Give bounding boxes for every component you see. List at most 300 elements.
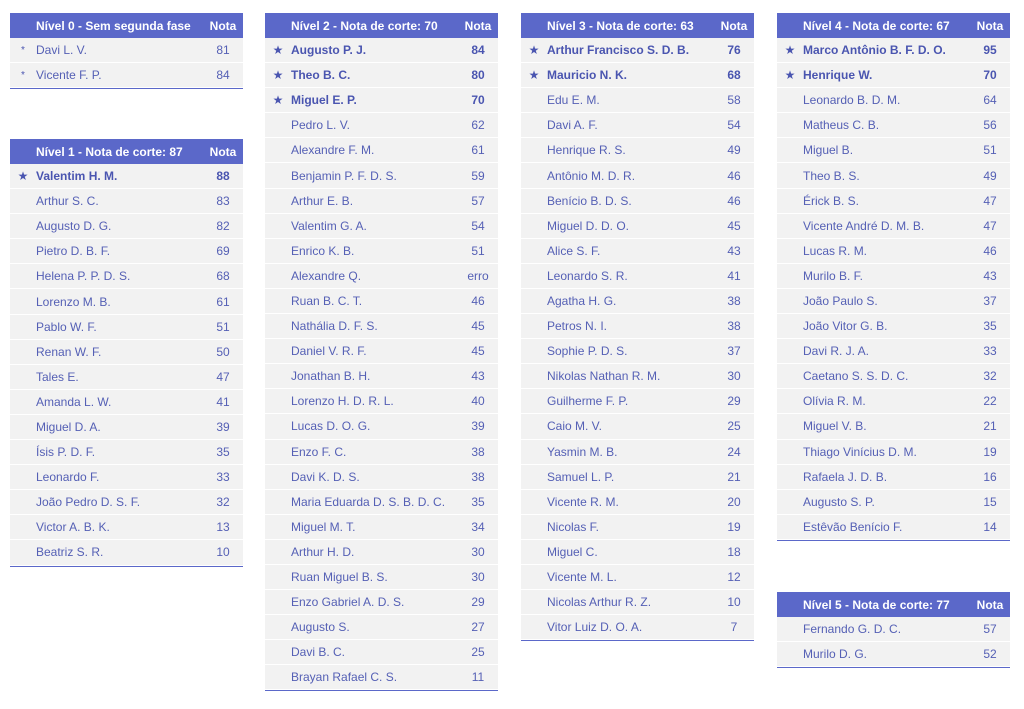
table-row xyxy=(777,465,1010,490)
student-name: Pablo W. F. xyxy=(36,319,97,334)
student-name: Agatha H. G. xyxy=(547,293,617,308)
student-score: 38 xyxy=(727,293,741,308)
student-score: 19 xyxy=(983,444,997,459)
student-score: 18 xyxy=(727,544,741,559)
table-row xyxy=(265,565,498,590)
student-name: Arthur E. B. xyxy=(291,193,354,208)
student-score: 45 xyxy=(471,344,485,359)
student-score: 43 xyxy=(471,369,485,384)
student-name: Pedro L. V. xyxy=(291,118,350,133)
table-row xyxy=(265,239,498,264)
table-header xyxy=(265,13,498,38)
table-row xyxy=(10,390,243,415)
table-row xyxy=(10,540,243,565)
student-score: 68 xyxy=(216,269,230,284)
table-row xyxy=(521,490,754,515)
student-score: 45 xyxy=(727,218,741,233)
student-name: Davi K. D. S. xyxy=(291,469,360,484)
student-score: 20 xyxy=(727,494,741,509)
table-row xyxy=(521,590,754,615)
student-name: Alexandre Q. xyxy=(291,268,362,283)
student-name: Enzo Gabriel A. D. S. xyxy=(291,595,405,610)
student-name: Nikolas Nathan R. M. xyxy=(547,369,661,384)
student-name: Lorenzo M. B. xyxy=(36,294,111,309)
table-nivel-3 xyxy=(521,13,754,641)
student-name: Lucas D. O. G. xyxy=(291,419,371,434)
table-row xyxy=(265,314,498,339)
student-score: 47 xyxy=(216,369,230,384)
student-score: 49 xyxy=(983,168,997,183)
table-header xyxy=(777,13,1010,38)
table-header xyxy=(777,592,1010,617)
student-score: 57 xyxy=(983,622,997,637)
student-score: 84 xyxy=(216,68,230,83)
table-row xyxy=(10,515,243,540)
student-name: João Pedro D. S. F. xyxy=(36,495,141,510)
table-row xyxy=(521,88,754,113)
table-row xyxy=(265,38,498,63)
student-score: 59 xyxy=(471,168,485,183)
student-score: 61 xyxy=(216,294,230,309)
student-name: Augusto S. P. xyxy=(803,494,875,509)
table-row xyxy=(777,642,1010,667)
student-score: 52 xyxy=(983,647,997,662)
student-name: Marco Antônio B. F. D. O. xyxy=(803,43,946,58)
student-name: Davi B. C. xyxy=(291,645,346,660)
student-score: 22 xyxy=(983,394,997,409)
table-row xyxy=(265,63,498,88)
student-score: 69 xyxy=(216,244,230,259)
table-row xyxy=(521,113,754,138)
column-header-nota: Nota xyxy=(209,18,237,33)
student-name: Benício B. D. S. xyxy=(547,193,632,208)
table-row xyxy=(265,465,498,490)
student-name: Augusto D. G. xyxy=(36,219,112,234)
star-icon: ★ xyxy=(272,93,284,108)
table-row xyxy=(521,63,754,88)
table-row xyxy=(10,239,243,264)
student-score: 40 xyxy=(471,394,485,409)
table-row xyxy=(265,490,498,515)
student-name: Davi R. J. A. xyxy=(803,344,870,359)
column-header-nota: Nota xyxy=(976,18,1004,33)
student-name: Augusto P. J. xyxy=(291,43,367,58)
table-row xyxy=(10,440,243,465)
student-name: Edu E. M. xyxy=(547,93,600,108)
student-name: Arthur S. C. xyxy=(36,194,99,209)
student-name: Arthur H. D. xyxy=(291,544,355,559)
table-row xyxy=(265,88,498,113)
table-row xyxy=(777,189,1010,214)
student-name: Enzo F. C. xyxy=(291,444,347,459)
table-row xyxy=(265,214,498,239)
student-name: Valentim G. A. xyxy=(291,218,367,233)
student-name: Alice S. F. xyxy=(547,243,601,258)
table-nivel-2 xyxy=(265,13,498,691)
student-name: Leonardo F. xyxy=(36,470,100,485)
table-row xyxy=(10,264,243,289)
asterisk-icon: * xyxy=(21,69,25,81)
table-row xyxy=(10,315,243,340)
star-icon: ★ xyxy=(784,43,796,58)
student-name: Enrico K. B. xyxy=(291,243,355,258)
student-score: 81 xyxy=(216,43,230,58)
table-row xyxy=(521,264,754,289)
student-name: Miguel C. xyxy=(547,544,598,559)
student-score: 35 xyxy=(471,494,485,509)
student-score: 30 xyxy=(471,570,485,585)
table-row xyxy=(777,63,1010,88)
table-row xyxy=(10,490,243,515)
table-nivel-4 xyxy=(777,13,1010,541)
table-row xyxy=(777,239,1010,264)
table-row xyxy=(521,239,754,264)
table-nivel-5 xyxy=(777,592,1010,668)
table-row xyxy=(777,515,1010,540)
student-name: João Vitor G. B. xyxy=(803,319,888,334)
student-score: 21 xyxy=(983,419,997,434)
student-name: Miguel B. xyxy=(803,143,854,158)
student-score: 47 xyxy=(983,193,997,208)
student-name: Rafaela J. D. B. xyxy=(803,469,888,484)
student-name: Olívia R. M. xyxy=(803,394,866,409)
student-score: 35 xyxy=(216,445,230,460)
student-score: 43 xyxy=(727,243,741,258)
student-score: 56 xyxy=(983,118,997,133)
student-score: 38 xyxy=(727,319,741,334)
student-score: 11 xyxy=(471,670,485,685)
student-name: Vitor Luiz D. O. A. xyxy=(547,620,643,635)
student-score: 54 xyxy=(727,118,741,133)
student-score: 7 xyxy=(730,620,738,635)
star-icon: ★ xyxy=(17,169,29,184)
student-score: 25 xyxy=(727,419,741,434)
column-header-nota: Nota xyxy=(976,597,1004,612)
student-score: 84 xyxy=(471,43,485,58)
student-score: 29 xyxy=(471,595,485,610)
student-name: Victor A. B. K. xyxy=(36,520,110,535)
asterisk-icon: * xyxy=(21,44,25,56)
student-score: 46 xyxy=(983,243,997,258)
table-row xyxy=(521,565,754,590)
student-name: Theo B. C. xyxy=(291,68,351,83)
table-row xyxy=(521,214,754,239)
student-score: 41 xyxy=(727,268,741,283)
student-score: 49 xyxy=(727,143,741,158)
table-nivel-0 xyxy=(10,13,243,89)
student-score: 95 xyxy=(983,43,997,58)
student-score: 46 xyxy=(727,193,741,208)
student-score: 32 xyxy=(983,369,997,384)
student-score: erro xyxy=(467,268,489,283)
table-title: Nível 1 - Nota de corte: 87 xyxy=(36,144,183,159)
student-name: Yasmin M. B. xyxy=(547,444,618,459)
student-name: Antônio M. D. R. xyxy=(547,168,636,183)
table-row xyxy=(265,440,498,465)
table-row xyxy=(265,264,498,289)
student-name: Jonathan B. H. xyxy=(291,369,371,384)
student-score: 21 xyxy=(727,469,741,484)
student-name: Theo B. S. xyxy=(803,168,860,183)
student-score: 47 xyxy=(983,218,997,233)
table-header xyxy=(521,13,754,38)
student-name: Daniel V. R. F. xyxy=(291,344,367,359)
student-score: 24 xyxy=(727,444,741,459)
student-name: Arthur Francisco S. D. B. xyxy=(547,43,690,58)
table-row xyxy=(10,63,243,88)
student-score: 51 xyxy=(216,319,230,334)
student-name: Petros N. I. xyxy=(547,319,608,334)
student-score: 64 xyxy=(983,93,997,108)
student-score: 33 xyxy=(983,344,997,359)
student-score: 76 xyxy=(727,43,741,58)
student-score: 38 xyxy=(471,469,485,484)
table-row xyxy=(521,38,754,63)
student-score: 82 xyxy=(216,219,230,234)
table-title: Nível 0 - Sem segunda fase xyxy=(36,18,191,33)
student-name: Miguel M. T. xyxy=(291,519,356,534)
student-name: Helena P. P. D. S. xyxy=(36,269,131,284)
student-name: Leonardo B. D. M. xyxy=(803,93,901,108)
table-row xyxy=(521,189,754,214)
student-name: Henrique R. S. xyxy=(547,143,626,158)
student-score: 61 xyxy=(471,143,485,158)
student-score: 37 xyxy=(983,293,997,308)
student-score: 12 xyxy=(727,570,741,585)
table-row xyxy=(10,365,243,390)
student-score: 39 xyxy=(216,419,230,434)
student-name: Guilherme F. P. xyxy=(547,394,629,409)
table-row xyxy=(265,289,498,314)
student-name: Murilo B. F. xyxy=(803,268,864,283)
table-row xyxy=(265,138,498,163)
table-row xyxy=(265,364,498,389)
student-name: Miguel D. A. xyxy=(36,419,101,434)
table-title: Nível 2 - Nota de corte: 70 xyxy=(291,18,438,33)
student-name: Valentim H. M. xyxy=(36,169,118,184)
student-score: 62 xyxy=(471,118,485,133)
table-header xyxy=(10,139,243,164)
table-title: Nível 3 - Nota de corte: 63 xyxy=(547,18,694,33)
student-score: 46 xyxy=(727,168,741,183)
student-name: Vicente F. P. xyxy=(36,68,102,83)
table-row xyxy=(265,163,498,188)
table-row xyxy=(777,440,1010,465)
student-name: Maria Eduarda D. S. B. D. C. xyxy=(291,494,446,509)
table-row xyxy=(10,465,243,490)
student-name: Ruan B. C. T. xyxy=(291,293,363,308)
table-row xyxy=(265,389,498,414)
table-row xyxy=(521,289,754,314)
table-row xyxy=(777,163,1010,188)
student-name: Murilo D. G. xyxy=(803,647,868,662)
student-name: Alexandre F. M. xyxy=(291,143,375,158)
student-score: 27 xyxy=(471,620,485,635)
student-score: 38 xyxy=(471,444,485,459)
table-row xyxy=(777,88,1010,113)
student-score: 46 xyxy=(471,293,485,308)
student-score: 37 xyxy=(727,344,741,359)
student-name: Davi A. F. xyxy=(547,118,598,133)
table-row xyxy=(265,615,498,640)
student-name: João Paulo S. xyxy=(803,293,878,308)
student-name: Lorenzo H. D. R. L. xyxy=(291,394,394,409)
table-row xyxy=(777,414,1010,439)
student-name: Vicente R. M. xyxy=(547,494,619,509)
student-score: 83 xyxy=(216,194,230,209)
student-score: 32 xyxy=(216,495,230,510)
table-row xyxy=(10,164,243,189)
table-row xyxy=(777,339,1010,364)
student-score: 25 xyxy=(471,645,485,660)
table-row xyxy=(521,389,754,414)
table-row xyxy=(777,389,1010,414)
table-row xyxy=(265,540,498,565)
table-header xyxy=(10,13,243,38)
table-row xyxy=(265,640,498,665)
table-row xyxy=(521,414,754,439)
table-row xyxy=(265,189,498,214)
table-row xyxy=(265,339,498,364)
student-name: Caio M. V. xyxy=(547,419,602,434)
table-row xyxy=(521,615,754,640)
table-row xyxy=(10,415,243,440)
student-score: 39 xyxy=(471,419,485,434)
student-name: Vicente M. L. xyxy=(547,570,617,585)
table-row xyxy=(521,364,754,389)
student-score: 13 xyxy=(216,520,230,535)
student-name: Sophie P. D. S. xyxy=(547,344,628,359)
star-icon: ★ xyxy=(528,68,540,83)
student-name: Thiago Vinícius D. M. xyxy=(803,444,917,459)
table-row xyxy=(777,490,1010,515)
student-score: 45 xyxy=(471,319,485,334)
student-score: 51 xyxy=(471,243,485,258)
student-name: Ruan Miguel B. S. xyxy=(291,570,388,585)
table-title: Nível 4 - Nota de corte: 67 xyxy=(803,18,950,33)
student-score: 29 xyxy=(727,394,741,409)
star-icon: ★ xyxy=(784,68,796,83)
table-row xyxy=(521,314,754,339)
table-row xyxy=(10,289,243,314)
student-name: Lucas R. M. xyxy=(803,243,868,258)
student-score: 80 xyxy=(471,68,485,83)
column-header-nota: Nota xyxy=(464,18,492,33)
table-row xyxy=(265,590,498,615)
table-row xyxy=(777,264,1010,289)
student-name: Tales E. xyxy=(36,369,79,384)
table-row xyxy=(777,214,1010,239)
student-name: Miguel D. D. O. xyxy=(547,218,630,233)
student-name: Leonardo S. R. xyxy=(547,268,628,283)
student-score: 57 xyxy=(471,193,485,208)
student-score: 34 xyxy=(471,519,485,534)
student-score: 10 xyxy=(727,595,741,610)
table-row xyxy=(777,617,1010,642)
table-row xyxy=(777,113,1010,138)
table-row xyxy=(777,314,1010,339)
student-name: Brayan Rafael C. S. xyxy=(291,670,398,685)
table-row xyxy=(265,113,498,138)
student-score: 30 xyxy=(471,544,485,559)
table-row xyxy=(521,515,754,540)
student-name: Nathália D. F. S. xyxy=(291,319,378,334)
student-score: 33 xyxy=(216,470,230,485)
student-name: Renan W. F. xyxy=(36,344,102,359)
table-row xyxy=(10,189,243,214)
student-name: Augusto S. xyxy=(291,620,350,635)
student-score: 51 xyxy=(983,143,997,158)
student-score: 16 xyxy=(983,469,997,484)
student-score: 58 xyxy=(727,93,741,108)
table-row xyxy=(521,138,754,163)
star-icon: ★ xyxy=(272,43,284,58)
table-row xyxy=(265,515,498,540)
student-name: Pietro D. B. F. xyxy=(36,244,111,259)
table-title: Nível 5 - Nota de corte: 77 xyxy=(803,597,950,612)
table-row xyxy=(10,340,243,365)
student-name: Ísis P. D. F. xyxy=(36,445,96,460)
table-row xyxy=(777,289,1010,314)
student-score: 41 xyxy=(216,394,230,409)
student-score: 88 xyxy=(216,169,230,184)
table-row xyxy=(265,665,498,690)
column-header-nota: Nota xyxy=(720,18,748,33)
table-nivel-1 xyxy=(10,139,243,567)
student-score: 19 xyxy=(727,519,741,534)
student-name: Miguel E. P. xyxy=(291,93,357,108)
table-row xyxy=(521,163,754,188)
table-row xyxy=(10,38,243,63)
student-name: Benjamin P. F. D. S. xyxy=(291,168,397,183)
student-name: Henrique W. xyxy=(803,68,873,83)
table-row xyxy=(521,339,754,364)
student-name: Beatriz S. R. xyxy=(36,545,104,560)
table-row xyxy=(777,364,1010,389)
student-score: 14 xyxy=(983,519,997,534)
table-row xyxy=(265,414,498,439)
student-score: 70 xyxy=(471,93,485,108)
table-row xyxy=(521,440,754,465)
student-name: Amanda L. W. xyxy=(36,394,112,409)
student-score: 35 xyxy=(983,319,997,334)
student-name: Mauricio N. K. xyxy=(547,68,628,83)
table-row xyxy=(10,214,243,239)
star-icon: ★ xyxy=(272,68,284,83)
student-name: Vicente André D. M. B. xyxy=(803,218,925,233)
student-name: Estêvão Benício F. xyxy=(803,519,903,534)
table-row xyxy=(777,138,1010,163)
student-name: Fernando G. D. C. xyxy=(803,622,902,637)
student-name: Davi L. V. xyxy=(36,43,87,58)
student-score: 50 xyxy=(216,344,230,359)
student-score: 54 xyxy=(471,218,485,233)
student-name: Nicolas F. xyxy=(547,519,600,534)
student-score: 15 xyxy=(983,494,997,509)
student-score: 10 xyxy=(216,545,230,560)
student-name: Érick B. S. xyxy=(803,193,860,208)
student-name: Nicolas Arthur R. Z. xyxy=(547,595,652,610)
student-score: 68 xyxy=(727,68,741,83)
student-name: Matheus C. B. xyxy=(803,118,880,133)
student-score: 70 xyxy=(983,68,997,83)
student-score: 43 xyxy=(983,268,997,283)
student-score: 30 xyxy=(727,369,741,384)
student-name: Miguel V. B. xyxy=(803,419,867,434)
table-row xyxy=(777,38,1010,63)
table-row xyxy=(521,540,754,565)
student-name: Caetano S. S. D. C. xyxy=(803,369,909,384)
